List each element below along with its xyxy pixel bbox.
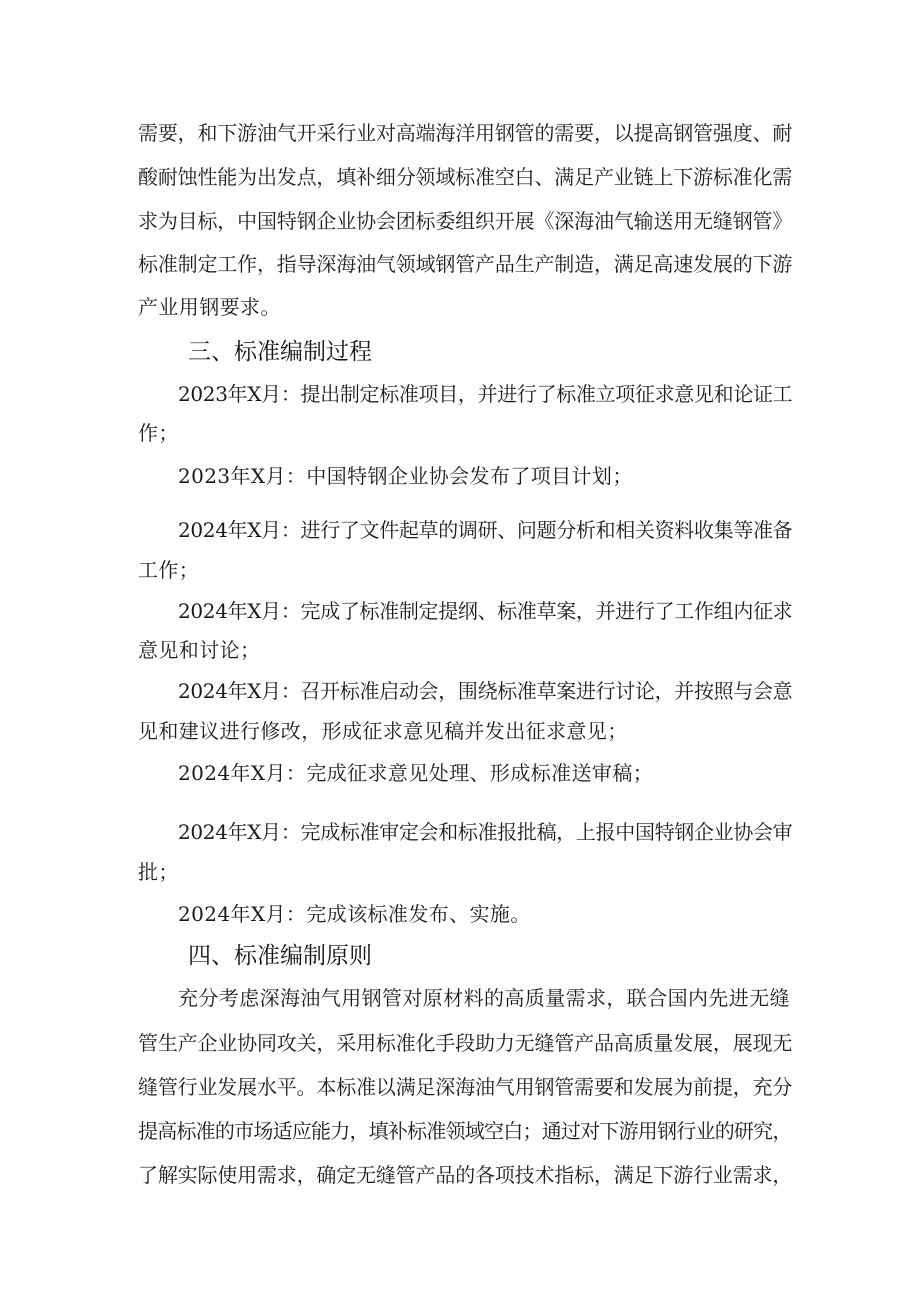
- body-text-line: 需要，和下游油气开采行业对高端海洋用钢管的需要，以提高钢管强度、耐: [138, 121, 793, 145]
- timeline-item: 2023年X月：中国特钢企业协会发布了项目计划；: [178, 464, 633, 488]
- timeline-item: 2024年X月：完成了标准制定提纲、标准草案，并进行了工作组内征求: [178, 599, 793, 623]
- timeline-item-continuation: 批；: [138, 860, 179, 884]
- timeline-item-continuation: 作；: [138, 421, 179, 445]
- timeline-item: 2024年X月：完成该标准发布、实施。: [178, 902, 531, 926]
- body-text-line: 充分考虑深海油气用钢管对原材料的高质量需求，联合国内先进无缝: [178, 986, 790, 1010]
- timeline-item: 2024年X月：完成标准审定会和标准报批稿，上报中国特钢企业协会审: [178, 820, 793, 844]
- timeline-item-continuation: 见和建议进行修改，形成征求意见稿并发出征求意见；: [138, 719, 628, 743]
- body-text-line: 管生产企业协同攻关，采用标准化手段助力无缝管产品高质量发展，展现无: [138, 1031, 793, 1055]
- timeline-item: 2024年X月：进行了文件起草的调研、问题分析和相关资料收集等准备: [178, 518, 793, 542]
- timeline-item: 2024年X月：完成征求意见处理、形成标准送审稿；: [178, 761, 654, 785]
- body-text-line: 提高标准的市场适应能力，填补标准领域空白；通过对下游用钢行业的研究，: [138, 1119, 792, 1143]
- body-text-line: 了解实际使用需求，确定无缝管产品的各项技术指标，满足下游行业需求，: [138, 1163, 793, 1187]
- body-text-line: 酸耐蚀性能为出发点，填补细分领域标准空白、满足产业链上下游标准化需: [138, 165, 793, 189]
- body-text-line: 求为目标，中国特钢企业协会团标委组织开展《深海油气输送用无缝钢管》: [138, 209, 793, 233]
- timeline-item: 2023年X月：提出制定标准项目，并进行了标准立项征求意见和论证工: [178, 382, 793, 406]
- timeline-item-continuation: 工作；: [138, 558, 200, 582]
- section-heading-process: 三、标准编制过程: [188, 339, 372, 365]
- timeline-item: 2024年X月：召开标准启动会，围绕标准草案进行讨论，并按照与会意: [178, 679, 793, 703]
- timeline-item-continuation: 意见和讨论；: [138, 638, 261, 662]
- body-text-line: 缝管行业发展水平。本标准以满足深海油气用钢管需要和发展为前提，充分: [138, 1075, 793, 1099]
- body-text-line: 产业用钢要求。: [138, 295, 281, 319]
- section-heading-principles: 四、标准编制原则: [188, 943, 372, 969]
- body-text-line: 标准制定工作，指导深海油气领域钢管产品生产制造，满足高速发展的下游: [138, 252, 793, 276]
